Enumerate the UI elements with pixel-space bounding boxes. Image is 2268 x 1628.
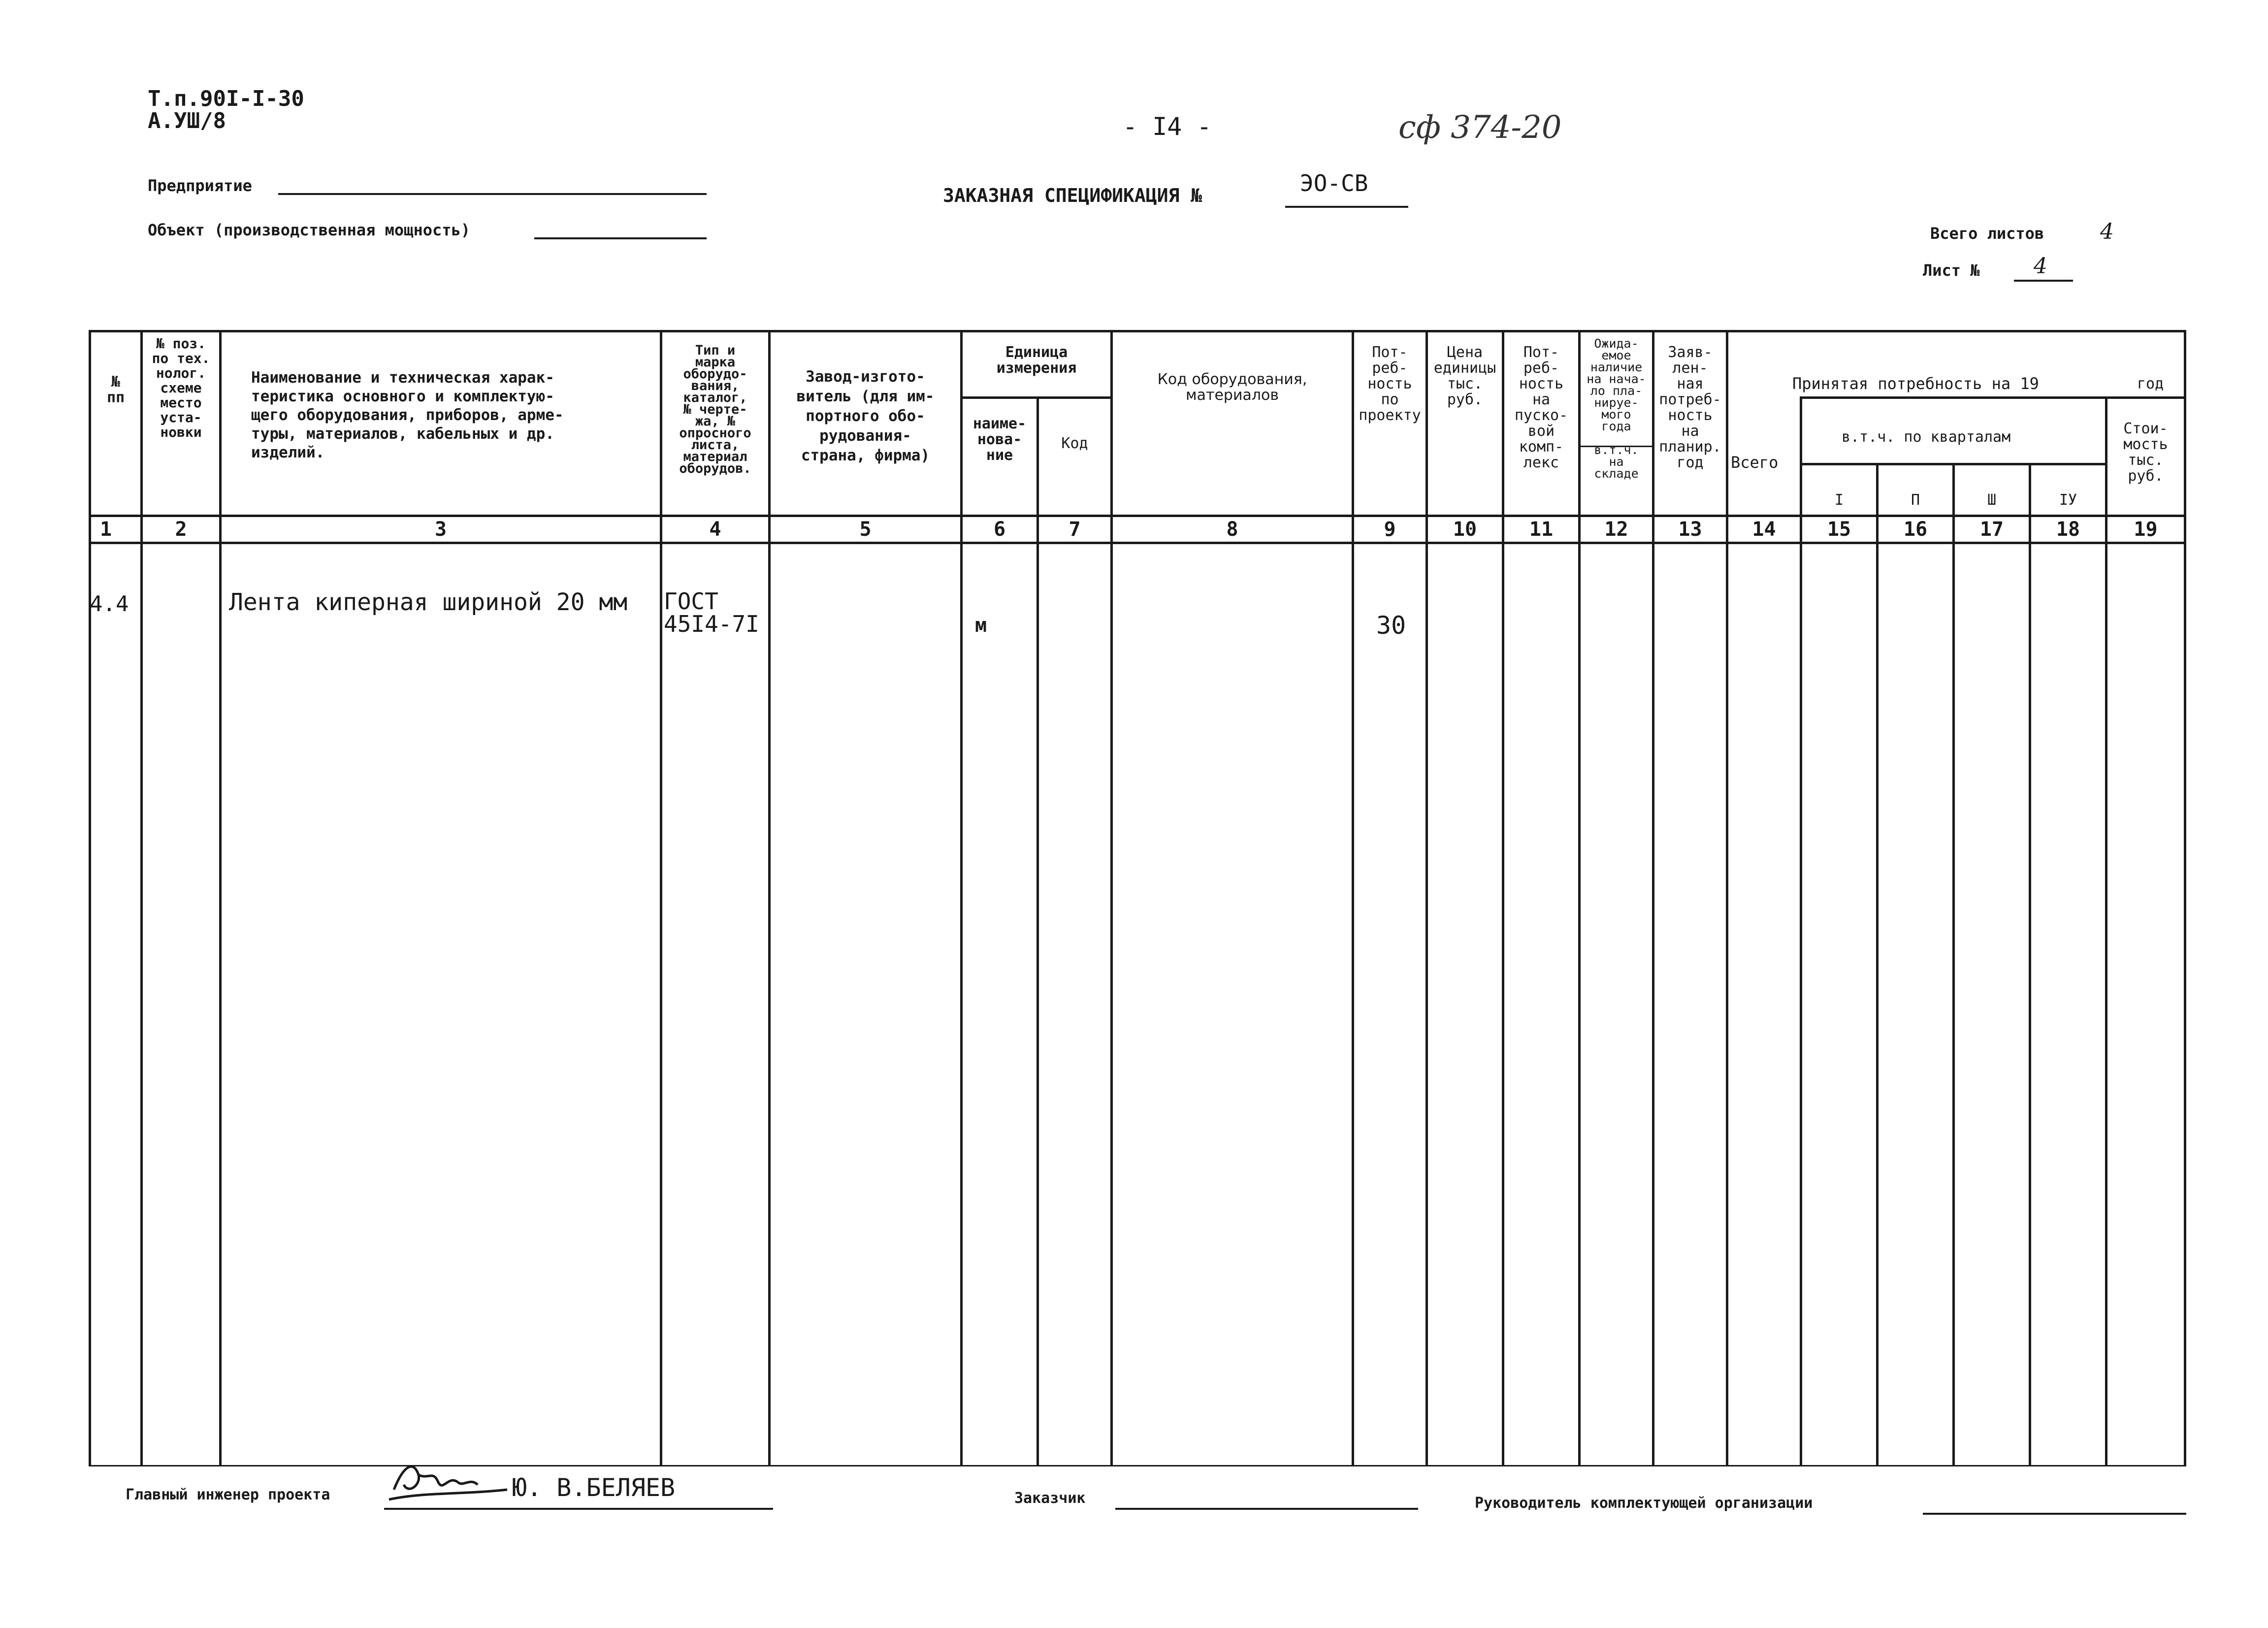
col-number: 16 [1903,518,1928,541]
sheet-number-label: Лист № [1923,261,1980,280]
header-unit-code: Код [1061,435,1088,452]
customer-underline [1115,1508,1418,1510]
col-line [660,330,662,1465]
col-number: 8 [1226,518,1238,541]
col-line [768,330,771,1465]
col-line [2184,330,2186,1465]
supplier-head-label: Руководитель комплектующей организации [1475,1495,1813,1512]
row-item-type: ГОСТ 45I4-7I [664,588,759,637]
object-underline [534,237,707,239]
chief-engineer-underline [384,1508,773,1510]
col-line [2105,396,2107,1465]
chief-engineer-label: Главный инженер проекта [126,1486,330,1503]
colnum-bottom-border [89,542,2186,544]
header-name: Наименование и техническая харак- теристика основного и комплектую- щего оборудования, приборов, арме- туры, материалов, кабельных и др. изделий. [251,369,564,461]
row-number: 4.4 [90,591,129,617]
accepted-subheader-line [1800,396,2186,399]
header-unit-name: наиме- нова- ние [972,415,1027,464]
row-item-unit: м [975,614,987,637]
col-line [1800,396,1802,1465]
header-q2: П [1911,491,1920,509]
col-number: 19 [2134,518,2158,541]
spec-number: ЭО-СВ [1300,170,1368,196]
total-sheets-value: 4 [2100,219,2114,244]
col-number: 1 [99,518,112,541]
header-declared-need: Заяв- лен- ная потреб- ность на планир. год [1659,344,1721,471]
col-number: 13 [1678,518,1702,541]
table-top-border [89,330,2186,332]
col-number: 14 [1752,518,1776,541]
doc-code-line1: Т.п.90I-I-30 [148,86,304,111]
header-need-project: Пот- реб- ность по проекту [1359,344,1421,424]
col-number: 4 [709,518,721,541]
col-number: 10 [1453,518,1477,541]
header-type: Тип и марка оборудо- вания, каталог, № черте- жа, № опросного листа, материал оборудов. [679,343,751,476]
object-label: Объект (производственная мощность) [148,221,471,239]
page-number: - I4 - [1123,112,1212,141]
col-number: 6 [993,518,1006,541]
row-item-need: 30 [1376,611,1406,640]
col-number: 3 [434,518,447,541]
col-line [2029,463,2031,1465]
col-number: 2 [175,518,187,541]
header-unit-group: Единица измерения [996,344,1077,377]
doc-code-line2: А.УШ/8 [148,108,226,133]
header-q3: Ш [1987,491,1997,509]
spec-title: ЗАКАЗНАЯ СПЕЦИФИКАЦИЯ № [943,185,1202,206]
col-line [1652,330,1654,1465]
row-item-name: Лента киперная шириной 20 мм [229,588,628,616]
col-number: 17 [1979,518,2004,541]
chief-engineer-name: Ю. В.БЕЛЯЕВ [512,1473,676,1502]
header-equipment-code: Код оборудования, материалов [1157,371,1307,404]
header-expected-stock: Ожида- емое наличие на нача- ло пла- нируе- мого года в.т.ч. на складе [1587,336,1646,481]
col-line [1426,330,1428,1465]
col-line [219,330,222,1465]
header-maker: Завод-изгото- витель (для им- портного обо- рудования- страна, фирма) [796,368,935,464]
enterprise-label: Предприятие [148,176,252,195]
col-line [1726,330,1728,1465]
header-need-startup: Пот- реб- ность на пуско- вой комп- лекс [1514,344,1568,471]
col-number: 18 [2056,518,2080,541]
header-unit-price: Цена единицы тыс. руб. [1433,344,1496,408]
handwritten-stamp: сф 374-20 [1398,109,1562,146]
supplier-head-underline [1923,1513,2186,1515]
header-cost: Стои- мость тыс. руб. [2123,420,2168,485]
col-number: 5 [859,518,872,541]
col-line [1952,463,1955,1465]
col-line [1037,396,1039,1465]
header-position: № поз. по тех. нолог. схеме место уста- новки [152,335,210,440]
col-number: 15 [1827,518,1851,541]
total-sheets-label: Всего листов [1930,224,2044,243]
header-npp: № пп [106,373,125,406]
col-number: 12 [1604,518,1628,541]
col-line [960,330,963,1465]
enterprise-underline [278,193,707,195]
header-quarters: в.т.ч. по кварталам [1842,428,2011,446]
sheet-number-underline [2014,280,2073,282]
col-line [89,330,91,1465]
signature [384,1455,512,1509]
col-line [1876,463,1879,1465]
header-q1: I [1834,491,1844,509]
header-accepted-year: год [2137,375,2164,392]
sheet-number-value: 4 [2034,254,2047,279]
header-accepted-need: Принятая потребность на 19 [1792,374,2039,393]
header-q4: IУ [2059,491,2077,509]
col-line [1502,330,1504,1465]
col-line [1578,330,1581,1465]
customer-label: Заказчик [1014,1490,1086,1507]
col-number: 11 [1529,518,1554,541]
col-line [1352,330,1354,1465]
header-bottom-border [89,515,2186,517]
spec-number-underline [1285,206,1408,208]
col-line [1110,330,1113,1465]
col-number: 9 [1384,518,1396,541]
col-number: 7 [1069,518,1081,541]
header-total: Всего [1731,453,1779,472]
col-line [140,330,143,1465]
